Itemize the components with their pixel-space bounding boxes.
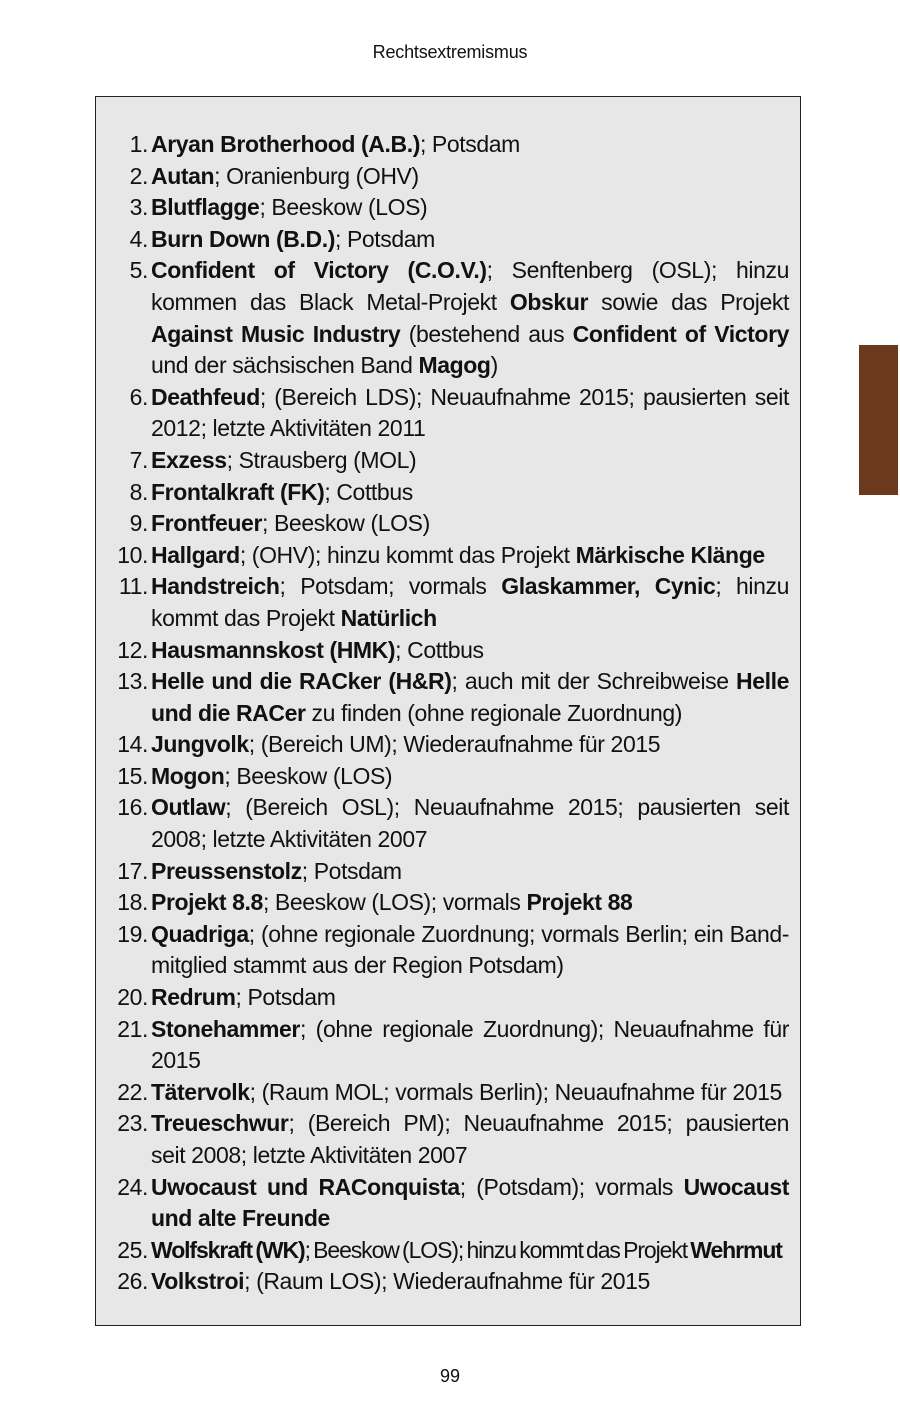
list-item (96, 919, 802, 982)
list-item-text (151, 856, 789, 888)
item-detail: sowie das Projekt (588, 288, 789, 315)
item-detail: ; (Bereich LDS); Neuaufnahme 2015; pausierten seit 2012; letzte Aktivitäten 2011 (151, 383, 789, 442)
item-detail: ; Beeskow (LOS) (224, 762, 393, 789)
band-name: Redrum (151, 984, 236, 1011)
list-item-number: 20. (117, 984, 148, 1011)
item-detail: ; Potsdam; vormals (279, 573, 502, 600)
list-item-text (151, 919, 789, 982)
list-item (96, 1077, 802, 1109)
band-name: Tätervolk (151, 1078, 250, 1105)
list-item-number: 12. (117, 636, 148, 663)
band-name: Outlaw (151, 794, 226, 821)
band-name: Uwocaust und alte Freunde (151, 1173, 789, 1232)
list-item-number: 6. (129, 383, 148, 410)
list-item (96, 477, 802, 509)
band-name: Hallgard (151, 541, 240, 568)
band-list (96, 129, 802, 1298)
list-item-number: 2. (129, 162, 148, 189)
list-item-number: 11. (118, 573, 148, 600)
item-detail: ; Beeskow (LOS); vormals (262, 889, 527, 916)
item-detail: ; Potsdam (301, 857, 402, 884)
list-item-number: 13. (117, 668, 148, 695)
list-item-text (151, 382, 789, 445)
list-item-text (151, 982, 789, 1014)
page-number: 99 (439, 1366, 461, 1386)
item-detail: ; Beeskow (LOS); hinzu kommt das Projekt (304, 1236, 691, 1263)
list-item-number: 23. (117, 1110, 148, 1137)
band-name: Helle und die RACer (151, 668, 789, 726)
item-detail: (bestehend aus (400, 320, 573, 347)
band-name: Exzess (151, 446, 227, 473)
list-item-text (151, 792, 789, 855)
item-detail: ) (490, 352, 498, 379)
list-item (96, 666, 802, 729)
list-item-number: 8. (129, 478, 148, 505)
list-item-number: 7. (129, 446, 148, 473)
item-detail: ; Cottbus (395, 636, 484, 663)
item-detail: ; (OHV); hinzu kommt das Projekt (239, 541, 576, 568)
list-item-text (151, 571, 789, 634)
list-item-text (151, 508, 789, 540)
list-item (96, 856, 802, 888)
band-name: Obskur (509, 288, 589, 315)
list-item (96, 382, 802, 445)
list-item-text (151, 255, 789, 381)
item-detail: ; Potsdam (235, 984, 336, 1011)
list-item-text (151, 1235, 789, 1267)
list-item (96, 1235, 802, 1267)
list-item-number: 1. (129, 131, 148, 157)
band-name: Natürlich (340, 604, 437, 631)
item-detail: ; (Bereich OSL); Neuaufnahme 2015; pausierten seit 2008; letzte Aktivitäten 2007 (151, 794, 789, 853)
band-name: Uwocaust und RAConquista (151, 1173, 460, 1200)
list-item (96, 887, 802, 919)
list-item (96, 1266, 802, 1298)
band-name: Mogon (151, 762, 225, 789)
band-name: Deathfeud (151, 383, 260, 410)
list-item-number: 14. (117, 731, 148, 758)
list-item-text (151, 887, 789, 919)
list-item-number: 22. (117, 1078, 148, 1105)
band-name: Preussenstolz (151, 857, 302, 884)
band-name: Jungvolk (151, 731, 249, 758)
band-name: Burn Down (B.D.) (151, 225, 335, 252)
list-item-text (151, 192, 789, 224)
item-detail: ; hinzu kommt das Projekt (151, 573, 789, 631)
list-item-text (151, 161, 789, 193)
band-name: Confident of Victory (572, 320, 790, 347)
list-item-text (151, 1014, 789, 1077)
list-item-number: 26. (117, 1268, 148, 1295)
band-name: Wolfskraft (WK) (151, 1236, 305, 1263)
list-item-number: 4. (129, 225, 148, 252)
list-item-number: 18. (117, 889, 148, 916)
band-name: Blutflagge (151, 194, 260, 221)
list-item-text (151, 1266, 789, 1298)
list-item (96, 1172, 802, 1235)
list-item (96, 792, 802, 855)
item-detail: ; (Bereich PM); Neuaufnahme 2015; pausierten seit 2008; letzte Aktivitäten 2007 (151, 1110, 789, 1168)
item-detail: ; (Potsdam); vormals (459, 1173, 684, 1200)
band-name: Handstreich (151, 573, 280, 600)
item-detail: ; Potsdam (334, 225, 435, 252)
list-item-text (151, 761, 789, 793)
list-item-text (151, 1108, 789, 1171)
item-detail: ; Beeskow (LOS) (262, 510, 430, 537)
list-item (96, 1014, 802, 1077)
list-item (96, 729, 802, 761)
list-item (96, 255, 802, 381)
item-detail: ; (Raum MOL; vormals Berlin); Neuaufnahme für 2015 (249, 1078, 782, 1105)
item-detail: ; Beeskow (LOS) (259, 194, 428, 221)
list-item-number: 9. (129, 510, 148, 537)
list-item-number: 24. (117, 1173, 148, 1200)
list-item-number: 21. (117, 1015, 148, 1042)
item-detail: ; (Raum LOS); Wiederaufnahme für 2015 (244, 1268, 650, 1295)
list-item-text (151, 445, 789, 477)
item-detail: und der sächsischen Band (151, 352, 419, 379)
list-item-number: 15. (117, 762, 148, 789)
item-detail: ; Senftenberg (OSL); hinzu kommen das Black Metal-Projekt (151, 257, 789, 315)
list-item-text (151, 540, 789, 572)
list-item (96, 192, 802, 224)
band-name: Volkstroi (151, 1268, 245, 1295)
band-name: Frontalkraft (FK) (151, 478, 325, 505)
item-detail: ; Oranienburg (OHV) (214, 162, 419, 189)
list-item (96, 129, 802, 161)
band-name: Aryan Brotherhood (A.B.) (151, 131, 420, 157)
band-name: Projekt 8.8 (151, 889, 263, 916)
list-item (96, 761, 802, 793)
band-name: Stonehammer (151, 1015, 300, 1042)
list-item (96, 1108, 802, 1171)
band-name: Magog (418, 352, 491, 379)
list-item (96, 161, 802, 193)
list-item-number: 25. (117, 1236, 148, 1263)
band-name: Märkische Klänge (575, 541, 765, 568)
band-list-box (95, 96, 801, 1326)
band-name: Frontfeuer (151, 510, 263, 537)
item-detail: ; Cottbus (324, 478, 413, 505)
list-item-text (151, 729, 789, 761)
band-name: Wehrmut (690, 1236, 782, 1263)
list-item-number: 16. (117, 794, 148, 821)
band-name: Projekt 88 (526, 889, 633, 916)
list-item-number: 5. (129, 257, 148, 284)
list-item-number: 19. (117, 920, 148, 947)
chapter-thumb-tab (859, 345, 898, 495)
list-item-number: 17. (117, 857, 148, 884)
list-item-text (151, 477, 789, 509)
list-item (96, 571, 802, 634)
item-detail: ; Strausberg (MOL) (226, 446, 417, 473)
list-item-text (151, 224, 789, 256)
band-name: Treueschwur (151, 1110, 289, 1137)
list-item (96, 540, 802, 572)
list-item (96, 508, 802, 540)
band-name: Quadriga (151, 920, 249, 947)
band-name: Against Music Industry (151, 320, 401, 347)
list-item-text (151, 1172, 789, 1235)
item-detail: ; auch mit der Schreibweise (451, 668, 737, 695)
band-name: Glaskammer, Cynic (501, 573, 716, 600)
list-item-number: 3. (129, 194, 148, 221)
item-detail: ; Potsdam (419, 131, 520, 157)
list-item-number: 10. (117, 541, 148, 568)
list-item-text (151, 635, 789, 667)
list-item (96, 982, 802, 1014)
band-name: Hausmannskost (HMK) (151, 636, 396, 663)
list-item-text (151, 129, 789, 161)
item-detail: ; (ohne regionale Zuordnung; vormals Berlin; ein Band-mitglied stammt aus der Region Potsdam) (151, 920, 789, 979)
running-head: Rechtsextremismus (372, 42, 528, 62)
list-item (96, 445, 802, 477)
list-item (96, 224, 802, 256)
list-item (96, 635, 802, 667)
item-detail: zu finden (ohne regionale Zuordnung) (305, 699, 683, 726)
list-item-text (151, 1077, 789, 1109)
item-detail: ; (ohne regionale Zuordnung); Neuaufnahme für 2015 (151, 1015, 789, 1074)
list-item-text (151, 666, 789, 729)
band-name: Confident of Victory (C.O.V.) (151, 257, 487, 284)
band-name: Autan (151, 162, 215, 189)
item-detail: ; (Bereich UM); Wiederaufnahme für 2015 (248, 731, 661, 758)
band-name: Helle und die RACker (H&R) (151, 668, 452, 695)
